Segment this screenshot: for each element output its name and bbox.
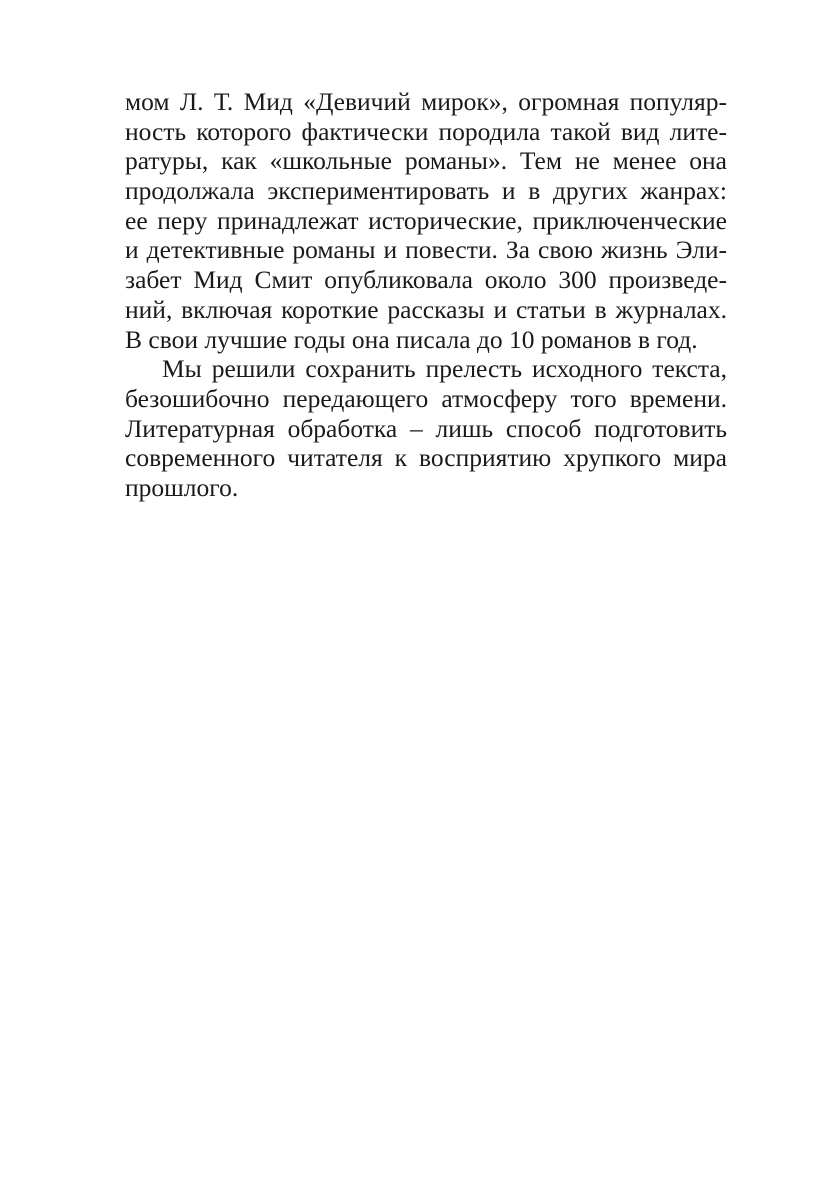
text-line: ратуры, как «школьные романы». Тем не менее она [125,146,727,176]
body-text [125,87,727,503]
text-line: и детективные романы и повести. За свою жизнь Эли- [125,235,727,265]
text-line: Мы решили сохранить прелесть исходного текста, [162,354,727,384]
text-line: ний, включая короткие рассказы и статьи в журналах. [125,294,727,324]
text-line: забет Мид Смит опубликовала около 300 произведе- [125,265,727,295]
text-line: мом Л. Т. Мид «Девичий мирок», огромная популяр- [125,87,727,116]
text-line: прошлого. [125,472,239,502]
paragraph-2 [125,354,727,502]
paragraph-1 [125,87,727,354]
text-line: продолжала экспериментировать и в других жанрах: [125,176,727,206]
text-line: ность которого фактически породила такой вид лите- [125,116,727,146]
text-line: современного читателя к восприятию хрупкого мира [125,443,727,473]
text-line: безошибочно передающего атмосферу того времени. [125,383,727,413]
text-line: В свои лучшие годы она писала до 10 романов в год. [125,324,698,354]
text-line: ее перу принадлежат исторические, приключенческие [125,205,727,235]
text-line: Литературная обработка – лишь способ подготовить [125,413,727,443]
